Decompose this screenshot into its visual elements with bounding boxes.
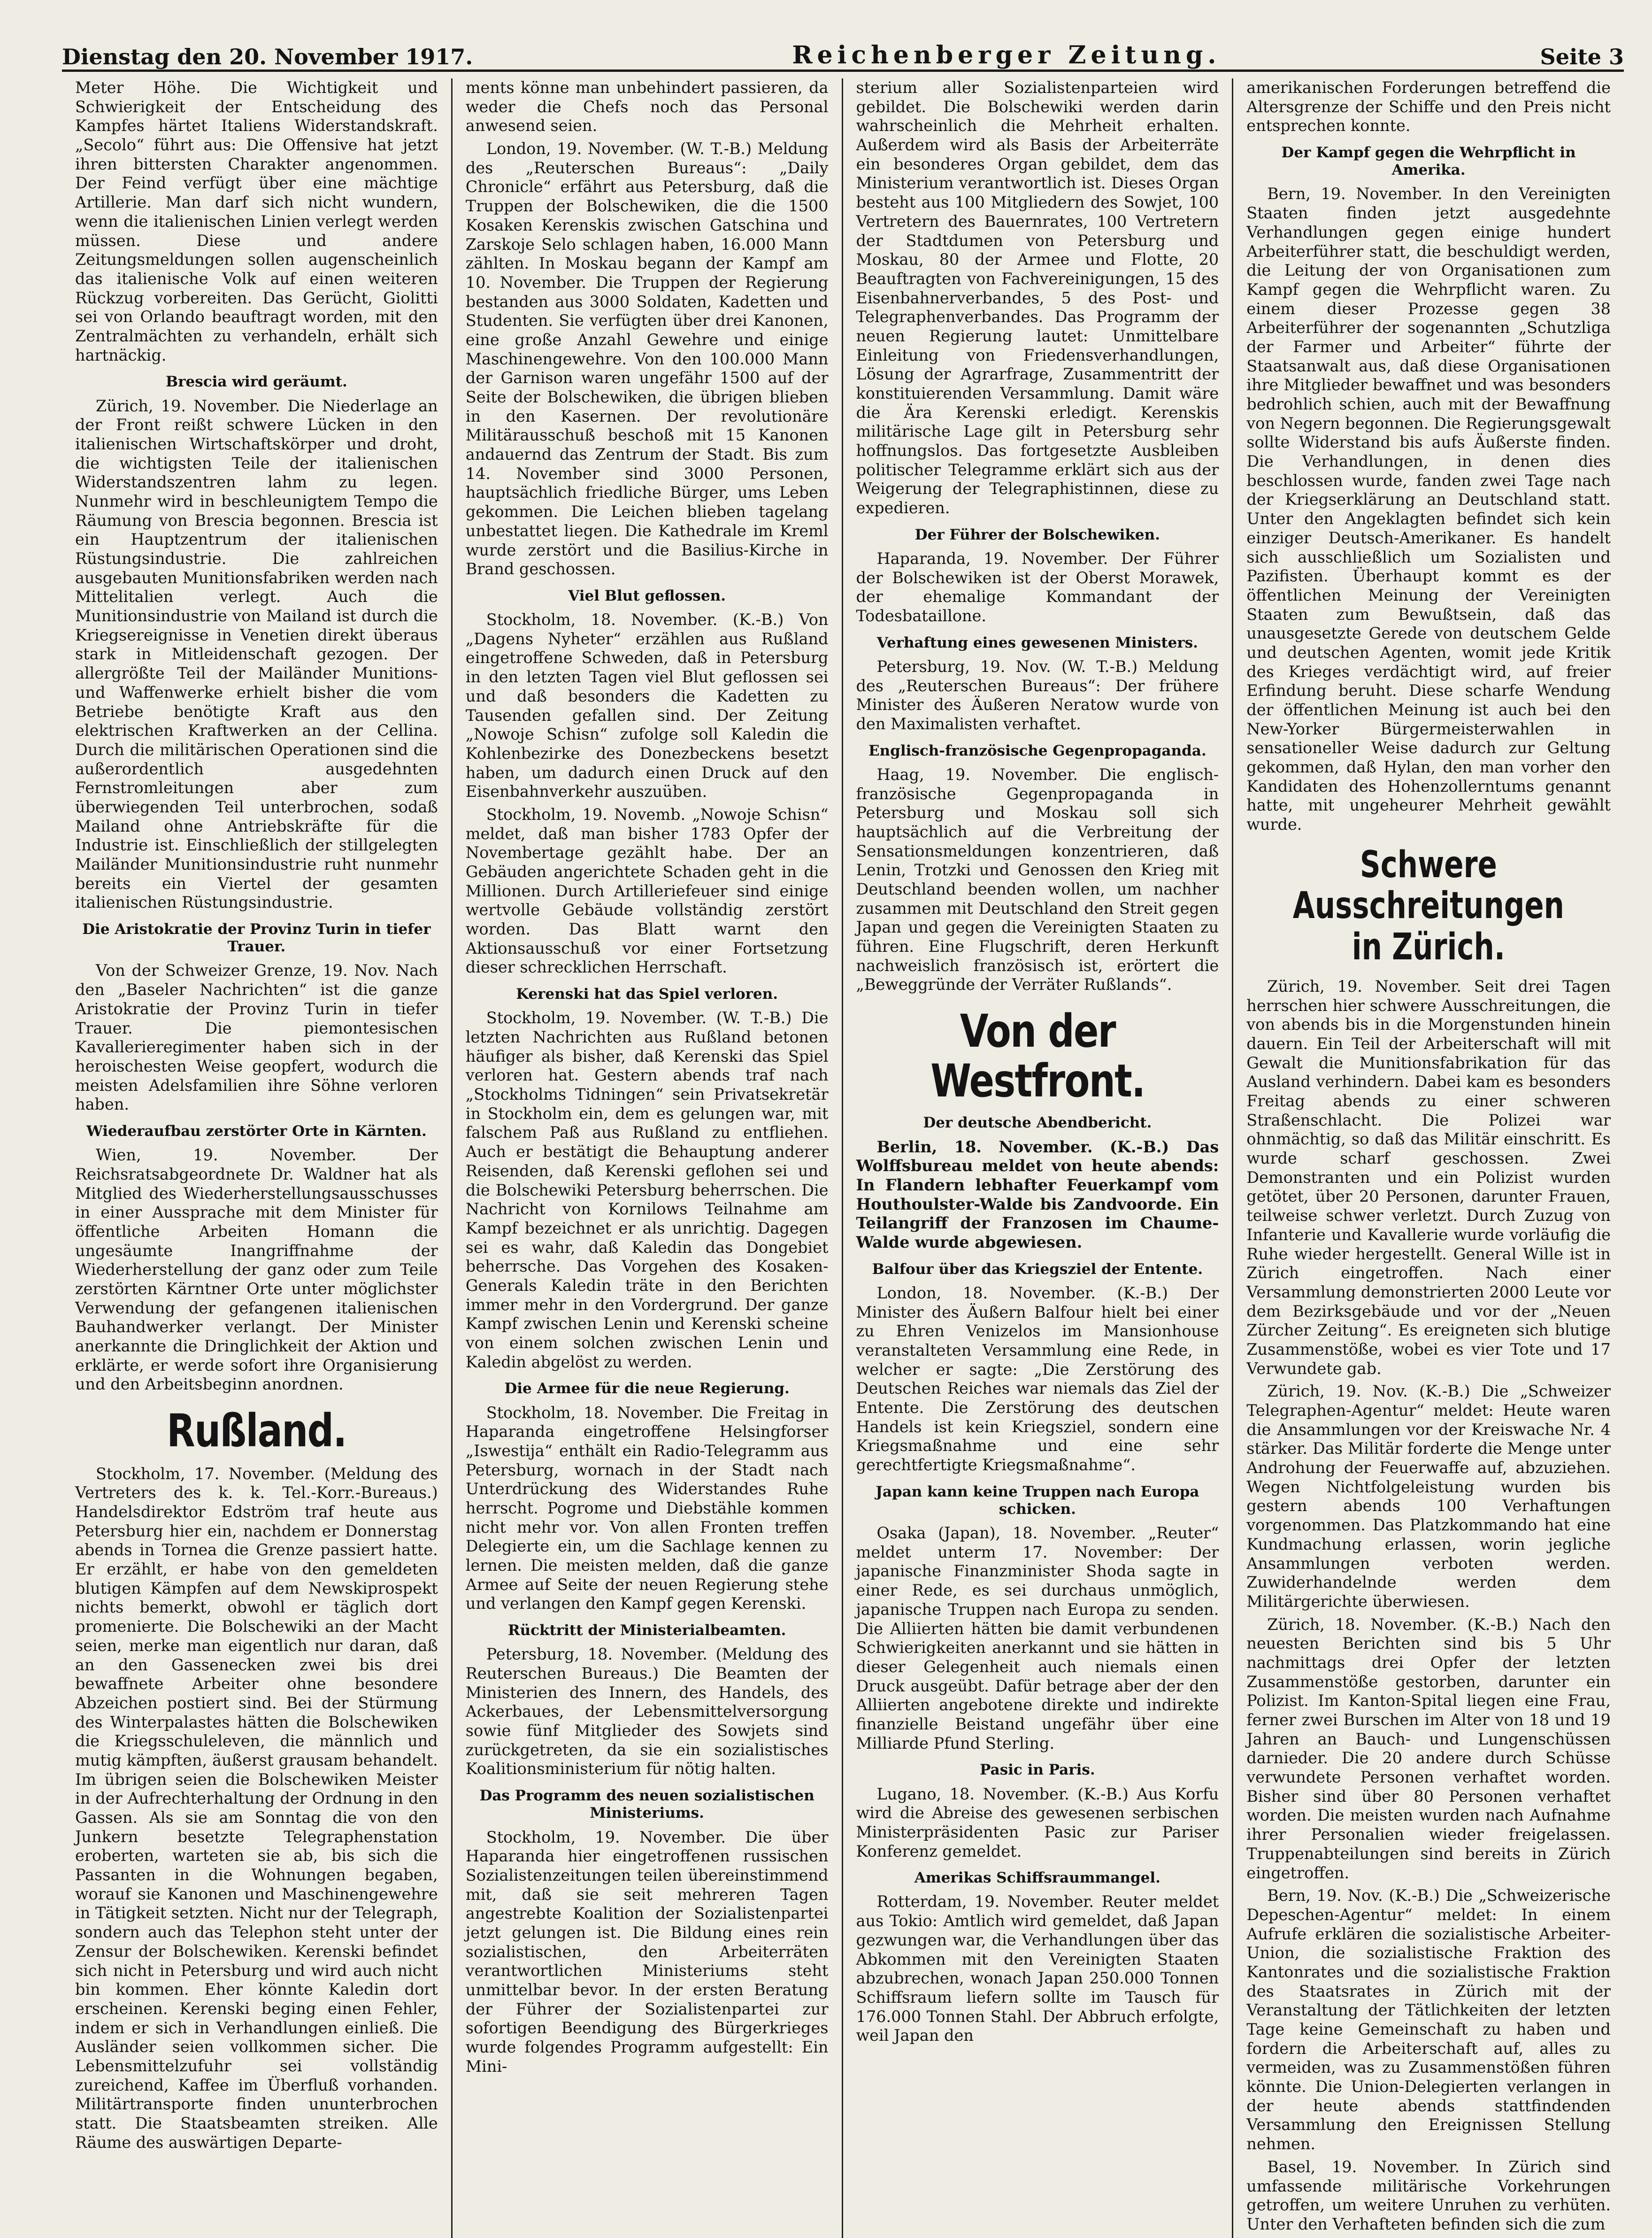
article-heading: Der Kampf gegen die Wehrpflicht in Amerika. <box>1281 144 1576 179</box>
article-text: London, 19. November. (W. T.-B.) Meldung des „Reuterschen Bureaus“: „Daily Chronicle“ erfährt aus Petersburg, daß die Truppen der Bolschewiken, die die 1500 Kosaken Kerenskis zwischen Gatschina und Zarskoje Selo schlagen haben, 16.000 Mann zählten. In Moskau begann der Kampf am 10. November. Die Truppen der Regierung bestanden aus 3000 Soldaten, Kadetten und Studenten. Sie verfügten über drei Kanonen, eine große Anzahl Gewehre und einige Maschinengewehre. Von den 100.000 Mann der Garnison waren ungefähr 1500 auf der Seite der Bolschewiken, die übrigen blieben in den Kasernen. Der revolutionäre Militärausschuß beschoß mit 15 Kanonen andauernd das Zentrum der Stadt. Bis zum 14. November sind 3000 Personen, hauptsächlich friedliche Bürger, ums Leben gekommen. Die Leichen blieben tagelang unbestattet liegen. Die Kathedrale im Kreml wurde zerstört und die Basilius-Kirche in Brand geschossen. <box>465 139 829 579</box>
article-text: Petersburg, 19. Nov. (W. T.-B.) Meldung des „Reuterschen Bureaus“: Der frühere Minister des Äußeren Neratow wurde von den Maximalisten verhaftet. <box>856 657 1219 733</box>
section-heading-westfront: Von der Westfront. <box>930 1005 1145 1107</box>
section-heading-zuerich: Schwere Ausschreitungen in Zürich. <box>1293 843 1565 968</box>
article-text: Stockholm, 18. November. (K.-B.) Von „Dagens Nyheter“ erzählen aus Rußland eingetroffene Schweden, daß in Petersburg in den letzten Tagen viel Blut geflossen sei und daß besonders die Kadetten zu Tausenden gefallen sind. Der Zeitung „Nowoje Schisn“ zufolge soll Kaledin die Kohlenbezirke des Donezbeckens besetzt haben, um dadurch einen Druck auf den Eisenbahnverkehr auszuüben. <box>465 610 829 801</box>
section-heading-russland: Rußland. <box>167 1405 346 1458</box>
article-heading: Kerenski hat das Spiel verloren. <box>516 986 778 1003</box>
article-text: Petersburg, 18. November. (Meldung des Reuterschen Bureaus.) Die Beamten der Ministerien des Innern, des Handels, des Ackerbaues, der Lebensmittelversorgung sowie fünf Mitglieder des Sowjets sind zurückgetreten, da sie ein sozialistisches Koalitionsministerium für nötig halten. <box>465 1645 829 1778</box>
article-text: Stockholm, 18. November. Die Freitag in Haparanda eingetroffene Helsingforser „Iswestija“ enthält ein Radio-Telegramm aus Petersburg, wornach in der Stadt nach Unterdrückung des Widerstandes Ruhe herrscht. Pogrome und Diebstähle kommen nicht mehr vor. Von allen Fronten treffen Delegierte ein, um die Sachlage kennen zu lernen. Die meisten melden, daß die ganze Armee auf Seite der neuen Regierung stehe und verlangen den Kampf gegen Kerenski. <box>465 1403 829 1613</box>
article-text: Basel, 19. November. In Zürich sind umfassende militärische Vorkehrungen getroffen, um weitere Unruhen zu verhüten. Unter den Verhafteten befinden sich die zum <box>1246 2157 1611 2233</box>
article-text: sterium aller Sozialistenparteien wird gebildet. Die Bolschewiki werden darin wahrscheinlich die Mehrheit erhalten. Außerdem wird als Basis der Arbeiterräte ein besonderes Organ gebildet, dem das Ministerium verantwortlich ist. Dieses Organ besteht aus 100 Mitgliedern des Sowjet, 100 Vertretern des Bauernrates, 100 Vertretern der Stadtdumen von Petersburg und Moskau, 80 der Armee und Flotte, 20 Beauftragten von Fachvereinigungen, 15 des Eisenbahnerverbandes, 5 des Post- und Telegraphenverbandes. Das Programm der neuen Regierung lautet: Unmittelbare Einleitung von Friedensverhandlungen, Lösung der Agrarfrage, Zusammentritt der konstituierenden Versammlung. Damit wäre die Ära Kerenski erledigt. Kerenskis militärische Lage gilt in Petersburg sehr hoffnungslos. Das fortgesetzte Ausbleiben politischer Telegramme erklärt sich aus der Weigerung der Telegraphistinnen, diese zu expedieren. <box>856 78 1219 517</box>
article-text: Lugano, 18. November. (K.-B.) Aus Korfu wird die Abreise des gewesenen serbischen Ministerpräsidenten Pasic zur Pariser Konferenz gemeldet. <box>856 1784 1219 1860</box>
article-text: Meter Höhe. Die Wichtigkeit und Schwierigkeit der Entscheidung des Kampfes härtet Italiens Widerstandskraft. „Secolo“ führt aus: Die Offensive hat jetzt ihren bittersten Charakter angenommen. Der Feind verfügt über eine mächtige Artillerie. Man darf sich nicht wundern, wenn die italienischen Linien verlegt werden müssen. Diese und andere Zeitungsmeldungen sollen augenscheinlich das italienische Volk auf einen weiteren Rückzug vorbereiten. Das Gerücht, Giolitti sei von Orlando beauftragt worden, mit den Zentralmächten zu verhandeln, erhält sich hartnäckig. <box>75 78 438 364</box>
column-4 <box>1233 78 1624 2238</box>
article-text: Wien, 19. November. Der Reichsratsabgeordnete Dr. Waldner hat als Mitglied des Wiederherstellungsausschusses in einer Aussprache mit dem Minister für öffentliche Arbeiten Homann die ungesäumte Inangriffnahme der Wiederherstellung der ganz oder zum Teile zerstörten Kärntner Orte unter möglichster Verwendung der gefangenen italienischen Bauhandwerker verlangt. Der Minister anerkannte die Dringlichkeit der Aktion und erklärte, er werde sofort ihre Organisierung und den Arbeitsbeginn anordnen. <box>75 1146 438 1394</box>
article-heading: Amerikas Schiffsraummangel. <box>914 1869 1160 1887</box>
article-heading: Balfour über das Kriegsziel der Entente. <box>872 1260 1203 1278</box>
article-heading: Der deutsche Abendbericht. <box>923 1114 1152 1132</box>
article-heading: Japan kann keine Truppen nach Europa schicken. <box>876 1483 1199 1518</box>
article-heading: Pasic in Paris. <box>980 1761 1095 1779</box>
masthead: Reichenberger Zeitung. <box>792 41 1221 69</box>
article-text: Stockholm, 19. November. (W. T.-B.) Die letzten Nachrichten aus Rußland betonen häufiger als bisher, daß Kerenski das Spiel verloren hat. Gestern abends traf nach „Stockholms Tidningen“ sein Privatsekretär in Stockholm ein, dem es gelungen war, mit falschem Paß aus Rußland zu entfliehen. Auch er bestätigt die Behauptung anderer Reisenden, daß Kerenski geflohen sei und die Bolschewiki Petersburg beherrschen. Die Nachricht von Kornilows Teilnahme am Kampf bezeichnet er als unrichtig. Dagegen sei es wahr, daß Kaledin das Dongebiet beherrsche. Das Vorgehen des Kosaken-Generals Kaledin träte in den Berichten immer mehr in den Vordergrund. Der ganze Kampf zwischen Lenin und Kerenski scheine von einem solchen zwischen Lenin und Kaledin abgelöst zu werden. <box>465 1009 829 1371</box>
article-text: Zürich, 19. November. Seit drei Tagen herrschen hier schwere Ausschreitungen, die von abends bis in die Morgenstunden hinein dauern. Ein Teil der Arbeiterschaft will mit Gewalt die Munitionsfabrikation für das Ausland verhindern. Dabei kam es besonders Freitag abends zu einer schweren Straßenschlacht. Die Polizei war ohnmächtig, so daß das Militär einschritt. Es wurde scharf geschossen. Zwei Demonstranten und ein Polizist wurden getötet, über 20 Personen, darunter Frauen, teilweise schwer verletzt. Durch Zuzug von Infanterie und Kavallerie wurde vorläufig die Ruhe wieder hergestellt. General Wille ist in Zürich eingetroffen. Nach einer Versammlung demonstrierten 2000 Leute vor dem Bezirksgebäude und vor der „Neuen Zürcher Zeitung“. Es ereigneten sich blutige Zusammenstöße, wobei es vier Tote und 17 Verwundete gab. <box>1246 977 1611 1378</box>
article-text: Zürich, 19. November. Die Niederlage an der Front reißt schwere Lücken in den italienischen Wirtschaftskörper und droht, die wichtigsten Teile der italienischen Widerstandszentren lahm zu legen. Nunmehr wird in beschleunigtem Tempo die Räumung von Brescia begonnen. Brescia ist ein Hauptzentrum der italienischen Rüstungsindustrie. Die zahlreichen ausgebauten Munitionsfabriken werden nach Mittelitalien verlegt. Auch die Munitionsindustrie von Mailand ist durch die Kriegsereignisse in Venetien direkt überaus stark in Mitleidenschaft gezogen. Der allergrößte Teil der Mailänder Munitions- und Waffenwerke erhielt bisher die vom Betriebe benötigte Kraft aus den elektrischen Kraftwerken an der Cellina. Durch die militärischen Operationen sind die außerordentlich ausgedehnten Fernstromleitungen aber zum überwiegenden Teil unterbrochen, sodaß Mailand ohne Antriebskräfte für die Industrie ist. Einschließlich der stillgelegten Mailänder Munitionsindustrie ruht nunmehr bereits ein Viertel der gesamten italienischen Rüstungsindustrie. <box>75 396 438 912</box>
article-heading: Die Armee für die neue Regierung. <box>504 1380 790 1397</box>
article-text: Berlin, 18. November. (K.-B.) Das Wolffsbureau meldet von heute abends: In Flandern lebhafter Feuerkampf vom Houthoulster-Walde bis Zandvoorde. Ein Teilangriff der Franzosen im Chaume-Walde wurde abgewiesen. <box>856 1137 1219 1251</box>
article-heading: Viel Blut geflossen. <box>568 587 726 604</box>
column-3 <box>843 78 1234 2238</box>
article-heading: Verhaftung eines gewesenen Ministers. <box>876 634 1198 651</box>
article-columns <box>62 78 1624 2233</box>
article-text: Bern, 19. November. In den Vereinigten Staaten finden jetzt ausgedehnte Verhandlungen gegen einige hundert Arbeiterführer statt, die beschuldigt werden, die Leitung der von Organisationen zum Kampf gegen die Wehrpflicht waren. Zu einem dieser Prozesse gegen 38 Arbeiterführer der sogenannten „Schutzliga der Farmer und Arbeiter“ führte der Staatsanwalt aus, daß diese Organisationen ihre Mitglieder bewaffnet und was besonders bedrohlich schien, auch mit der Bewaffnung von Negern begonnen. Die Regierungsgewalt sollte Widerstand bis aufs Äußerste finden. Die Verhandlungen, in denen dies beschlossen wurde, fanden zwei Tage nach der Kriegserklärung an Deutschland statt. Unter den Angeklagten befindet sich kein einziger Deutsch-Amerikaner. Es handelt sich ausschließlich um Sozialisten und Pazifisten. Überhaupt kommt es der öffentlichen Meinung der Vereinigten Staaten zum Bewußtsein, daß das unausgesetzte Gerede von deutschem Gelde und deutschen Agenten, womit jede Kritik des Krieges verdächtigt wird, auf freier Erfindung beruht. Diese scharfe Wendung der öffentlichen Meinung ist auch bei den New-Yorker Bürgermeisterwahlen in sensationeller Weise dadurch zur Geltung gekommen, daß Hylan, den man vorher den Kandidaten des Hohenzollerntums genannt hatte, mit ungeheurer Mehrheit gewählt wurde. <box>1246 185 1611 834</box>
article-text: Bern, 19. Nov. (K.-B.) Die „Schweizerische Depeschen-Agentur“ meldet: In einem Aufrufe erklären die sozialistische Arbeiter-Union, die sozialistische Fraktion des Kantonrates und die sozialistische Fraktion des Staatsrates in Zürich mit der Veranstaltung der Tätlichkeiten der letzten Tage keine Gemeinschaft zu haben und fordern die Arbeiterschaft auf, alles zu vermeiden, was zu Zusammenstößen führen könnte. Die Union-Delegierten verlangen in der heute abends stattfindenden Versammlung den Ereignissen Stellung nehmen. <box>1246 1886 1611 2153</box>
article-text: Stockholm, 19. November. Die über Haparanda hier eingetroffenen russischen Sozialistenzeitungen teilen übereinstimmend mit, daß sie seit mehreren Tagen angestrebte Koalition der Sozialistenpartei jetzt gelungen ist. Die Bildung eines rein sozialistischen, den Arbeiterräten verantwortlichen Ministeriums steht unmittelbar bevor. In der ersten Beratung der Führer der Sozialistenpartei zur sofortigen Beendigung des Bürgerkrieges wurde folgendes Programm aufgestellt: Ein Mini- <box>465 1828 829 2076</box>
article-text: Von der Schweizer Grenze, 19. Nov. Nach den „Baseler Nachrichten“ ist die ganze Aristokratie der Provinz Turin in tiefer Trauer. Die piemontesischen Kavallerieregimenter haben sich in der heroischesten Weise geopfert, wodurch die meisten Adelsfamilien ihre Söhne verloren haben. <box>75 961 438 1114</box>
column-1 <box>62 78 453 2238</box>
article-text: Haparanda, 19. November. Der Führer der Bolschewiken ist der Oberst Morawek, der ehemalige Kommandant der Todesbataillone. <box>856 549 1219 625</box>
article-heading: Englisch-französische Gegenpropaganda. <box>868 742 1206 759</box>
page-number: Seite 3 <box>1540 44 1624 69</box>
article-heading: Brescia wird geräumt. <box>165 373 347 391</box>
article-text: ments könne man unbehindert passieren, da weder die Chefs noch das Personal anwesend seien. <box>465 78 829 135</box>
article-heading: Der Führer der Bolschewiken. <box>914 526 1160 543</box>
article-text: Stockholm, 17. November. (Meldung des Vertreters des k. k. Tel.-Korr.-Bureaus.) Handelsdirektor Edström traf heute aus Petersburg hier ein, nachdem er Donnerstag abends in Tornea die Grenze passiert hatte. Er erzählt, er habe von den gemeldeten blutigen Kämpfen auf dem Newskiprospekt nichts bemerkt, obwohl er täglich dort promenierte. Die Bolschewiki an der Macht seien, merke man eigentlich nur daran, daß an den Gassenecken zwei bis drei bewaffnete Arbeiter ohne besondere Abzeichen postiert sind. Bei der Stürmung des Winterpalastes hätten die Bolschewiken die Kriegsschuleleven, die männlich und mutig kämpften, äußerst grausam behandelt. Im übrigen seien die Bolschewiken Meister in der Aufrechterhaltung der Ordnung in den Gassen. Als sie am Sonntag die von den Junkern besetzte Telegraphenstation eroberten, warteten sie ab, bis sich die Passanten in die Wohnungen begaben, worauf sie Kanonen und Maschinengewehre in Tätigkeit setzten. Nicht nur der Telegraph, sondern auch das Telephon steht unter der Zensur der Bolschewiken. Kerenski befindet sich nicht in Petersburg und wird auch nicht bin kommen. Eher könnte Kaledin dort erscheinen. Kerenski beging einen Fehler, indem er sich in Verhandlungen einließ. Die Ausländer seien vollkommen sicher. Die Lebensmittelzufuhr sei vollständig zureichend, Kaffee im Überfluß vorhanden. Militärtransporte finden ununterbrochen statt. Die Staatsbeamten streiken. Alle Räume des auswärtigen Departe- <box>75 1464 438 2152</box>
article-heading: Das Programm des neuen sozialistischen Ministeriums. <box>479 1787 814 1822</box>
article-text: Stockholm, 19. Novemb. „Nowoje Schisn“ meldet, daß man bisher 1783 Opfer der Novembertage gezählt habe. Der an Gebäuden angerichtete Schaden geht in die Millionen. Durch Artilleriefeuer sind einige wertvolle Gebäude vollständig zerstört worden. Das Blatt warnt den Aktionsausschuß vor einer Fortsetzung dieser schrecklichen Herrschaft. <box>465 805 829 977</box>
article-text: London, 18. November. (K.-B.) Der Minister des Äußern Balfour hielt bei einer zu Ehren Venizelos im Mansionhouse veranstalteten Versammlung eine Rede, in welcher er sagte: „Die Zerstörung des Deutschen Reiches war niemals das Ziel der Entente. Die Zerstörung des deutschen Handels ist kein Kriegsziel, sondern eine Kriegsmaßnahme und eine sehr gerechtfertigte Kriegsmaßnahme“. <box>856 1283 1219 1474</box>
page-header <box>62 24 1624 72</box>
article-text: Osaka (Japan), 18. November. „Reuter“ meldet unterm 17. November: Der japanische Finanzminister Shoda sagte in einer Rede, es sei durchaus unmöglich, japanische Truppen nach Europa zu senden. Die Alliierten hätten bie damit verbundenen Schwierigkeiten anerkannt und sie hätten in dieser Gelegenheit auch niemals einen Druck ausgeübt. Dafür betrage aber der den Alliierten angebotene direkte und indirekte finanzielle Beistand ungefähr über eine Milliarde Pfund Sterling. <box>856 1524 1219 1752</box>
article-text: Rotterdam, 19. November. Reuter meldet aus Tokio: Amtlich wird gemeldet, daß Japan gezwungen war, die Verhandlungen über das Abkommen mit den Vereinigten Staaten abzubrechen, wonach Japan 250.000 Tonnen Schiffsraum liefern sollte im Tausch für 176.000 Tonnen Stahl. Der Abbruch erfolgte, weil Japan den <box>856 1892 1219 2045</box>
article-text: amerikanischen Forderungen betreffend die Altersgrenze der Schiffe und den Preis nicht entsprechen konnte. <box>1246 78 1611 135</box>
article-heading: Rücktritt der Ministerialbeamten. <box>507 1622 786 1639</box>
article-heading: Wiederaufbau zerstörter Orte in Kärnten. <box>86 1122 427 1140</box>
article-text: Haag, 19. November. Die englisch-französische Gegenpropaganda in Petersburg und Moskau soll sich hauptsächlich auf die Verbreitung der Sensationsmeldungen konzentrieren, daß Lenin, Trotzki und Genossen den Krieg mit Deutschland beenden wollen, um nachher zusammen mit Deutschland den Streit gegen Japan und gegen die Vereinigten Staaten zu führen. Eine Flugschrift, deren Herkunft nachweislich französisch ist, erörtert die „Beweggründe der Verräter Rußlands“. <box>856 765 1219 994</box>
article-heading: Die Aristokratie der Provinz Turin in tiefer Trauer. <box>82 921 431 956</box>
column-2 <box>453 78 843 2238</box>
article-text: Zürich, 18. November. (K.-B.) Nach den neuesten Berichten sind bis 5 Uhr nachmittags drei Opfer der letzten Zusammenstöße gestorben, darunter ein Polizist. Im Kanton-Spital liegen eine Frau, ferner zwei Burschen im Alter von 18 und 19 Jahren an Bauch- und Lungenschüssen darnieder. Die 20 andere durch Schüsse verwundete Personen verhaftet worden. Bisher sind über 80 Personen verhaftet worden. Die meisten wurden nach Aufnahme ihrer Personalien wieder freigelassen. Truppenabteilungen sind bereits in Zürich eingetroffen. <box>1246 1615 1611 1882</box>
issue-date: Dienstag den 20. November 1917. <box>62 44 473 69</box>
article-text: Zürich, 19. Nov. (K.-B.) Die „Schweizer Telegraphen-Agentur“ meldet: Heute waren die Ansammlungen vor der Kreiswache Nr. 4 stärker. Das Militär forderte die Menge unter Androhung der Feuerwaffe auf, abzuziehen. Wegen Nichtfolgeleistung wurden bis gestern abends 100 Verhaftungen vorgenommen. Das Platzkommando hat eine Kundmachung erlassen, worin jegliche Ansammlungen verboten werden. Zuwiderhandelnde werden dem Militärgerichte überwiesen. <box>1246 1382 1611 1611</box>
